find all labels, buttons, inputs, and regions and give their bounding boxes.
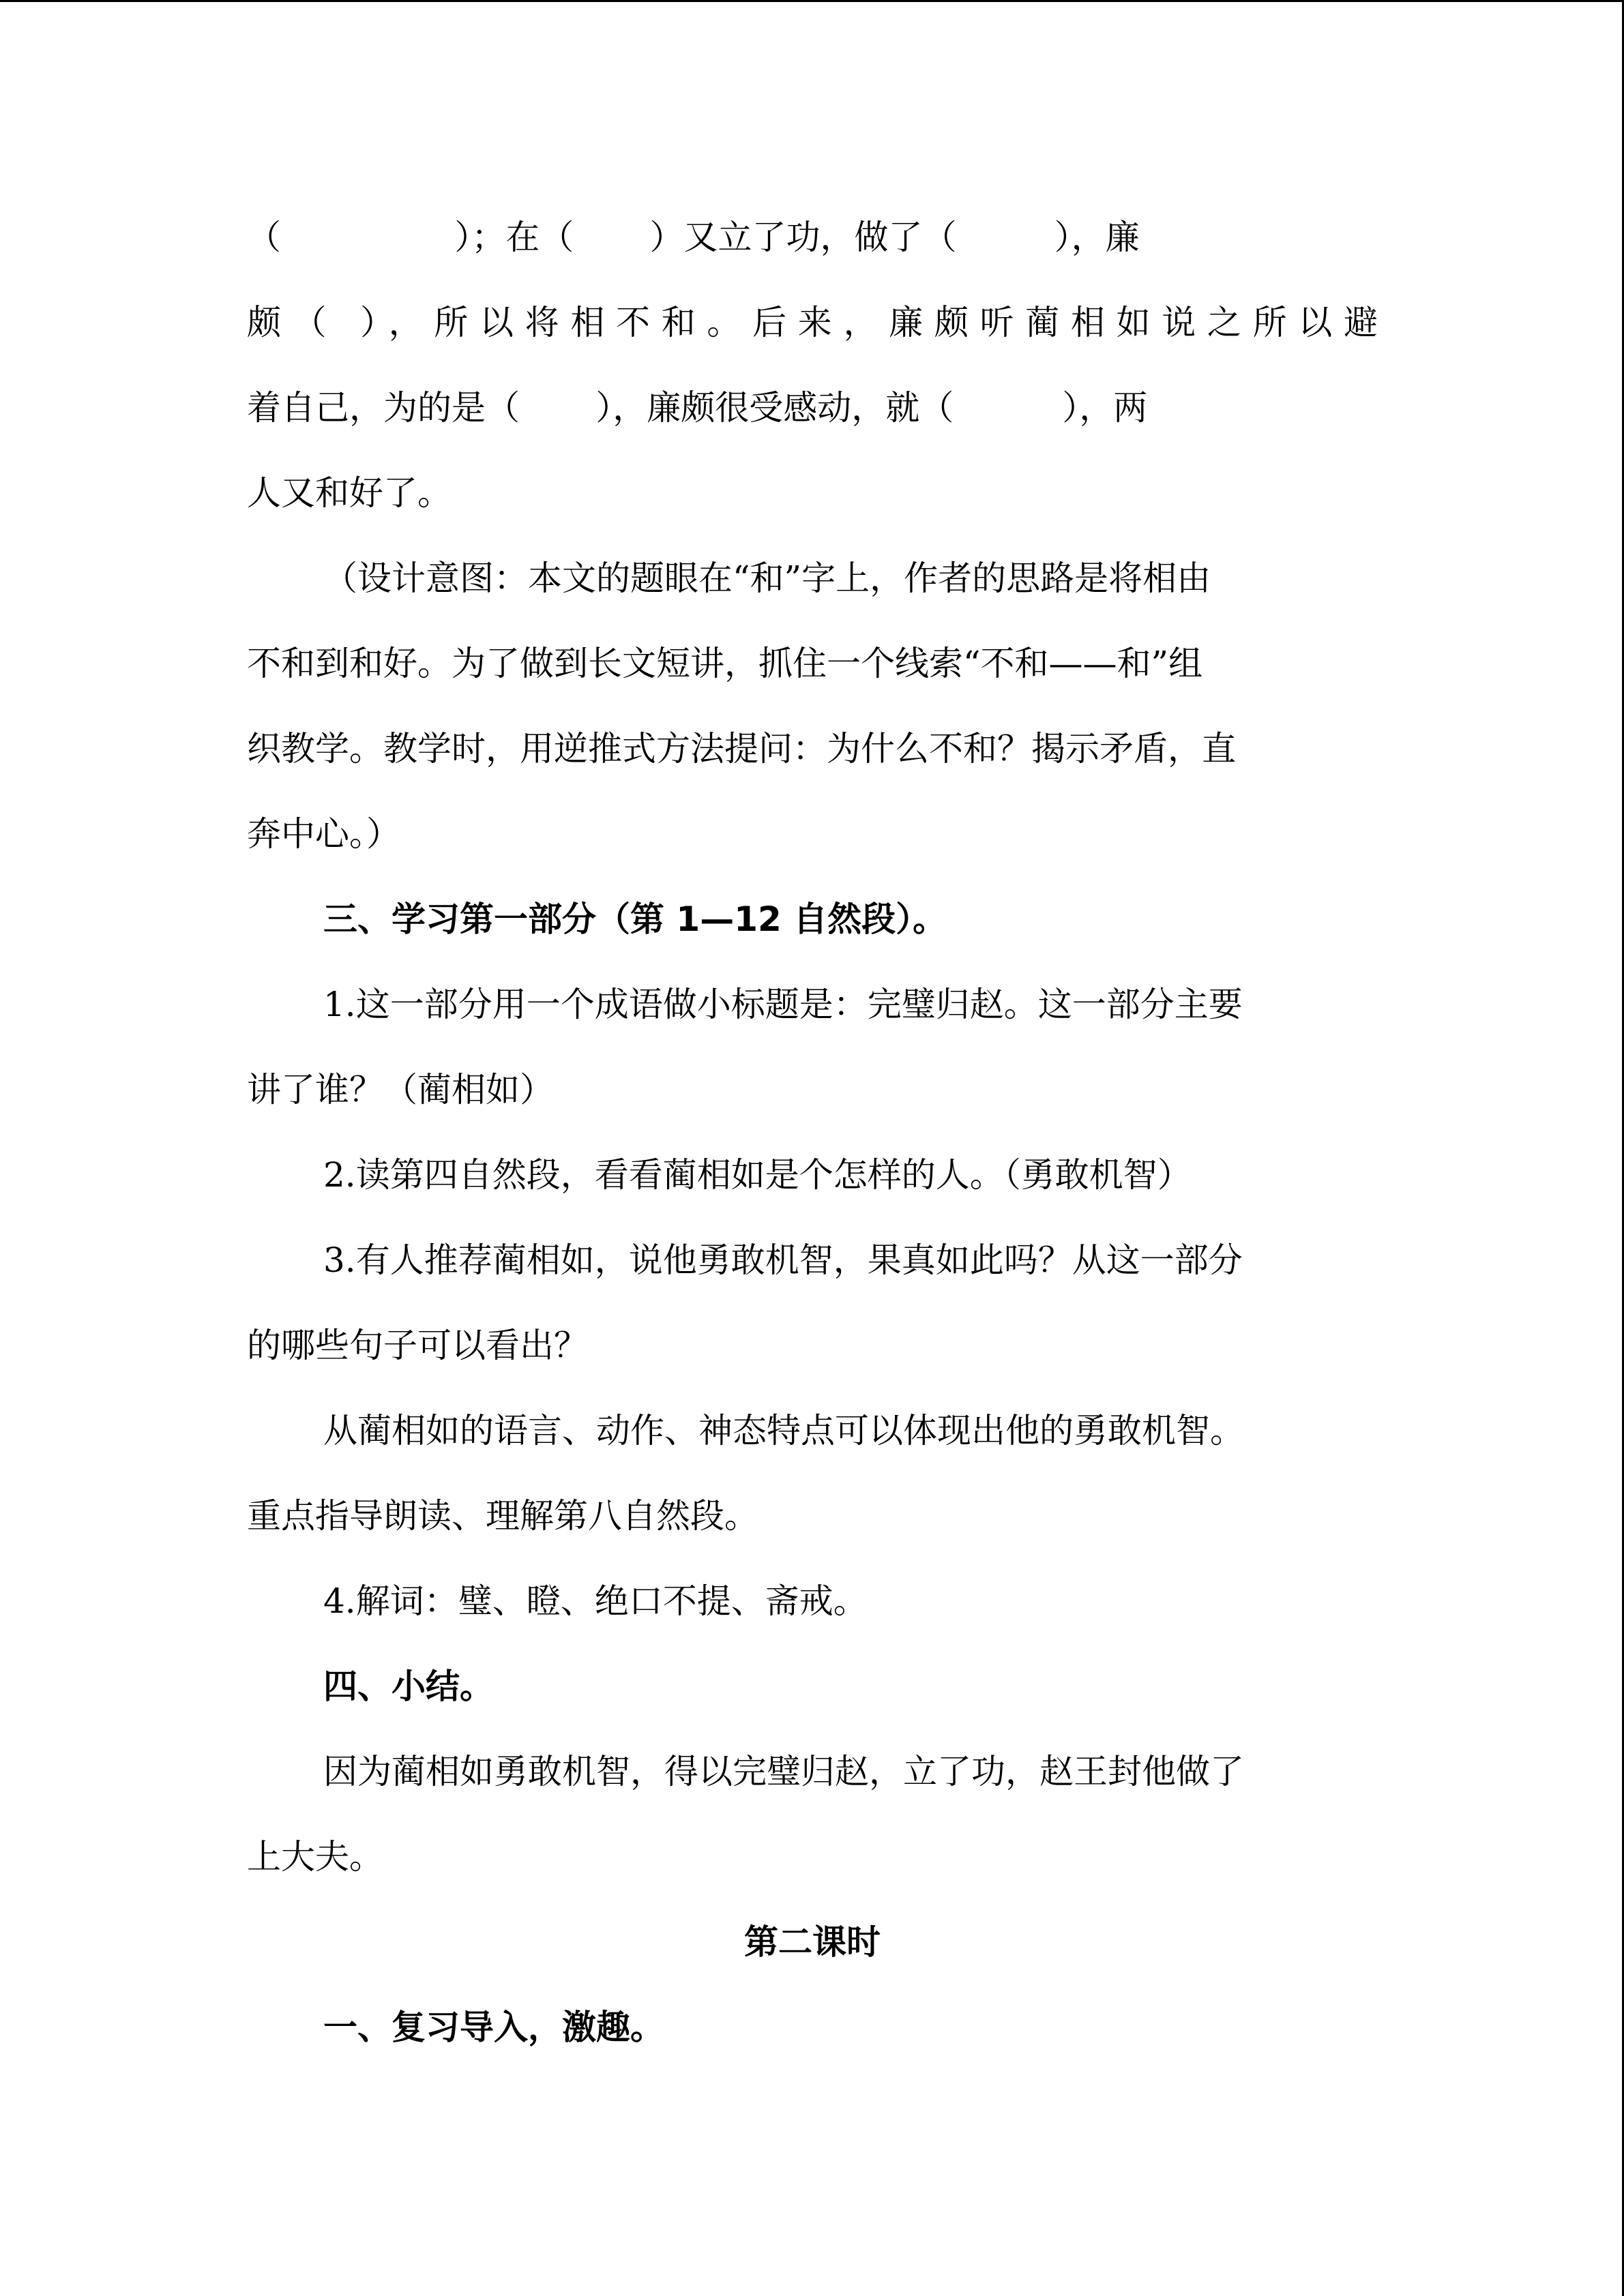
design-intent-line-4: 奔中心。） bbox=[247, 814, 400, 854]
fill-blank-line-2: 颇（ ），所以将相不和。后来，廉颇听蔺相如说之所以避 bbox=[247, 303, 1378, 342]
item-3-line-1: 3.有人推荐蔺相如，说他勇敢机智，果真如此吗？从这一部分 bbox=[323, 1240, 1243, 1280]
document-body bbox=[247, 195, 1378, 2070]
design-intent-line-3: 织教学。教学时，用逆推式方法提问：为什么不和？揭示矛盾，直 bbox=[247, 729, 1236, 769]
design-intent-line-1: （设计意图：本文的题眼在“和”字上，作者的思路是将相由 bbox=[323, 558, 1211, 598]
fill-blank-line-4: 人又和好了。 bbox=[247, 473, 452, 513]
section-heading-review: 一、复习导入，激趣。 bbox=[323, 2008, 664, 2047]
section-heading-summary: 四、小结。 bbox=[323, 1667, 494, 1706]
explanation-line-2: 重点指导朗读、理解第八自然段。 bbox=[247, 1496, 758, 1536]
lesson-title: 第二课时 bbox=[744, 1922, 881, 1962]
item-3-line-2: 的哪些句子可以看出？ bbox=[247, 1326, 588, 1365]
explanation-line-1: 从蔺相如的语言、动作、神态特点可以体现出他的勇敢机智。 bbox=[323, 1411, 1244, 1450]
item-4: 4.解词：璧、瞪、绝口不提、斋戒。 bbox=[323, 1581, 868, 1621]
summary-line-1: 因为蔺相如勇敢机智，得以完璧归赵，立了功，赵王封他做了 bbox=[323, 1752, 1244, 1791]
page-top-border bbox=[0, 0, 1624, 2]
design-intent-line-2: 不和到和好。为了做到长文短讲，抓住一个线索“不和——和”组 bbox=[247, 644, 1203, 683]
section-heading-part-one: 三、学习第一部分（第 1—12 自然段）。 bbox=[323, 899, 947, 939]
summary-line-2: 上大夫。 bbox=[247, 1837, 383, 1877]
fill-blank-line-3: 着自己，为的是（ ），廉颇很受感动，就（ ），两 bbox=[247, 388, 1148, 428]
item-1-line-1: 1.这一部分用一个成语做小标题是：完璧归赵。这一部分主要 bbox=[323, 985, 1243, 1024]
fill-blank-line-1: （ ）；在（ ）又立了功，做了（ ），廉 bbox=[247, 218, 1140, 257]
item-1-line-2: 讲了谁？（蔺相如） bbox=[247, 1070, 554, 1109]
item-2: 2.读第四自然段，看看蔺相如是个怎样的人。（勇敢机智） bbox=[323, 1155, 1192, 1195]
